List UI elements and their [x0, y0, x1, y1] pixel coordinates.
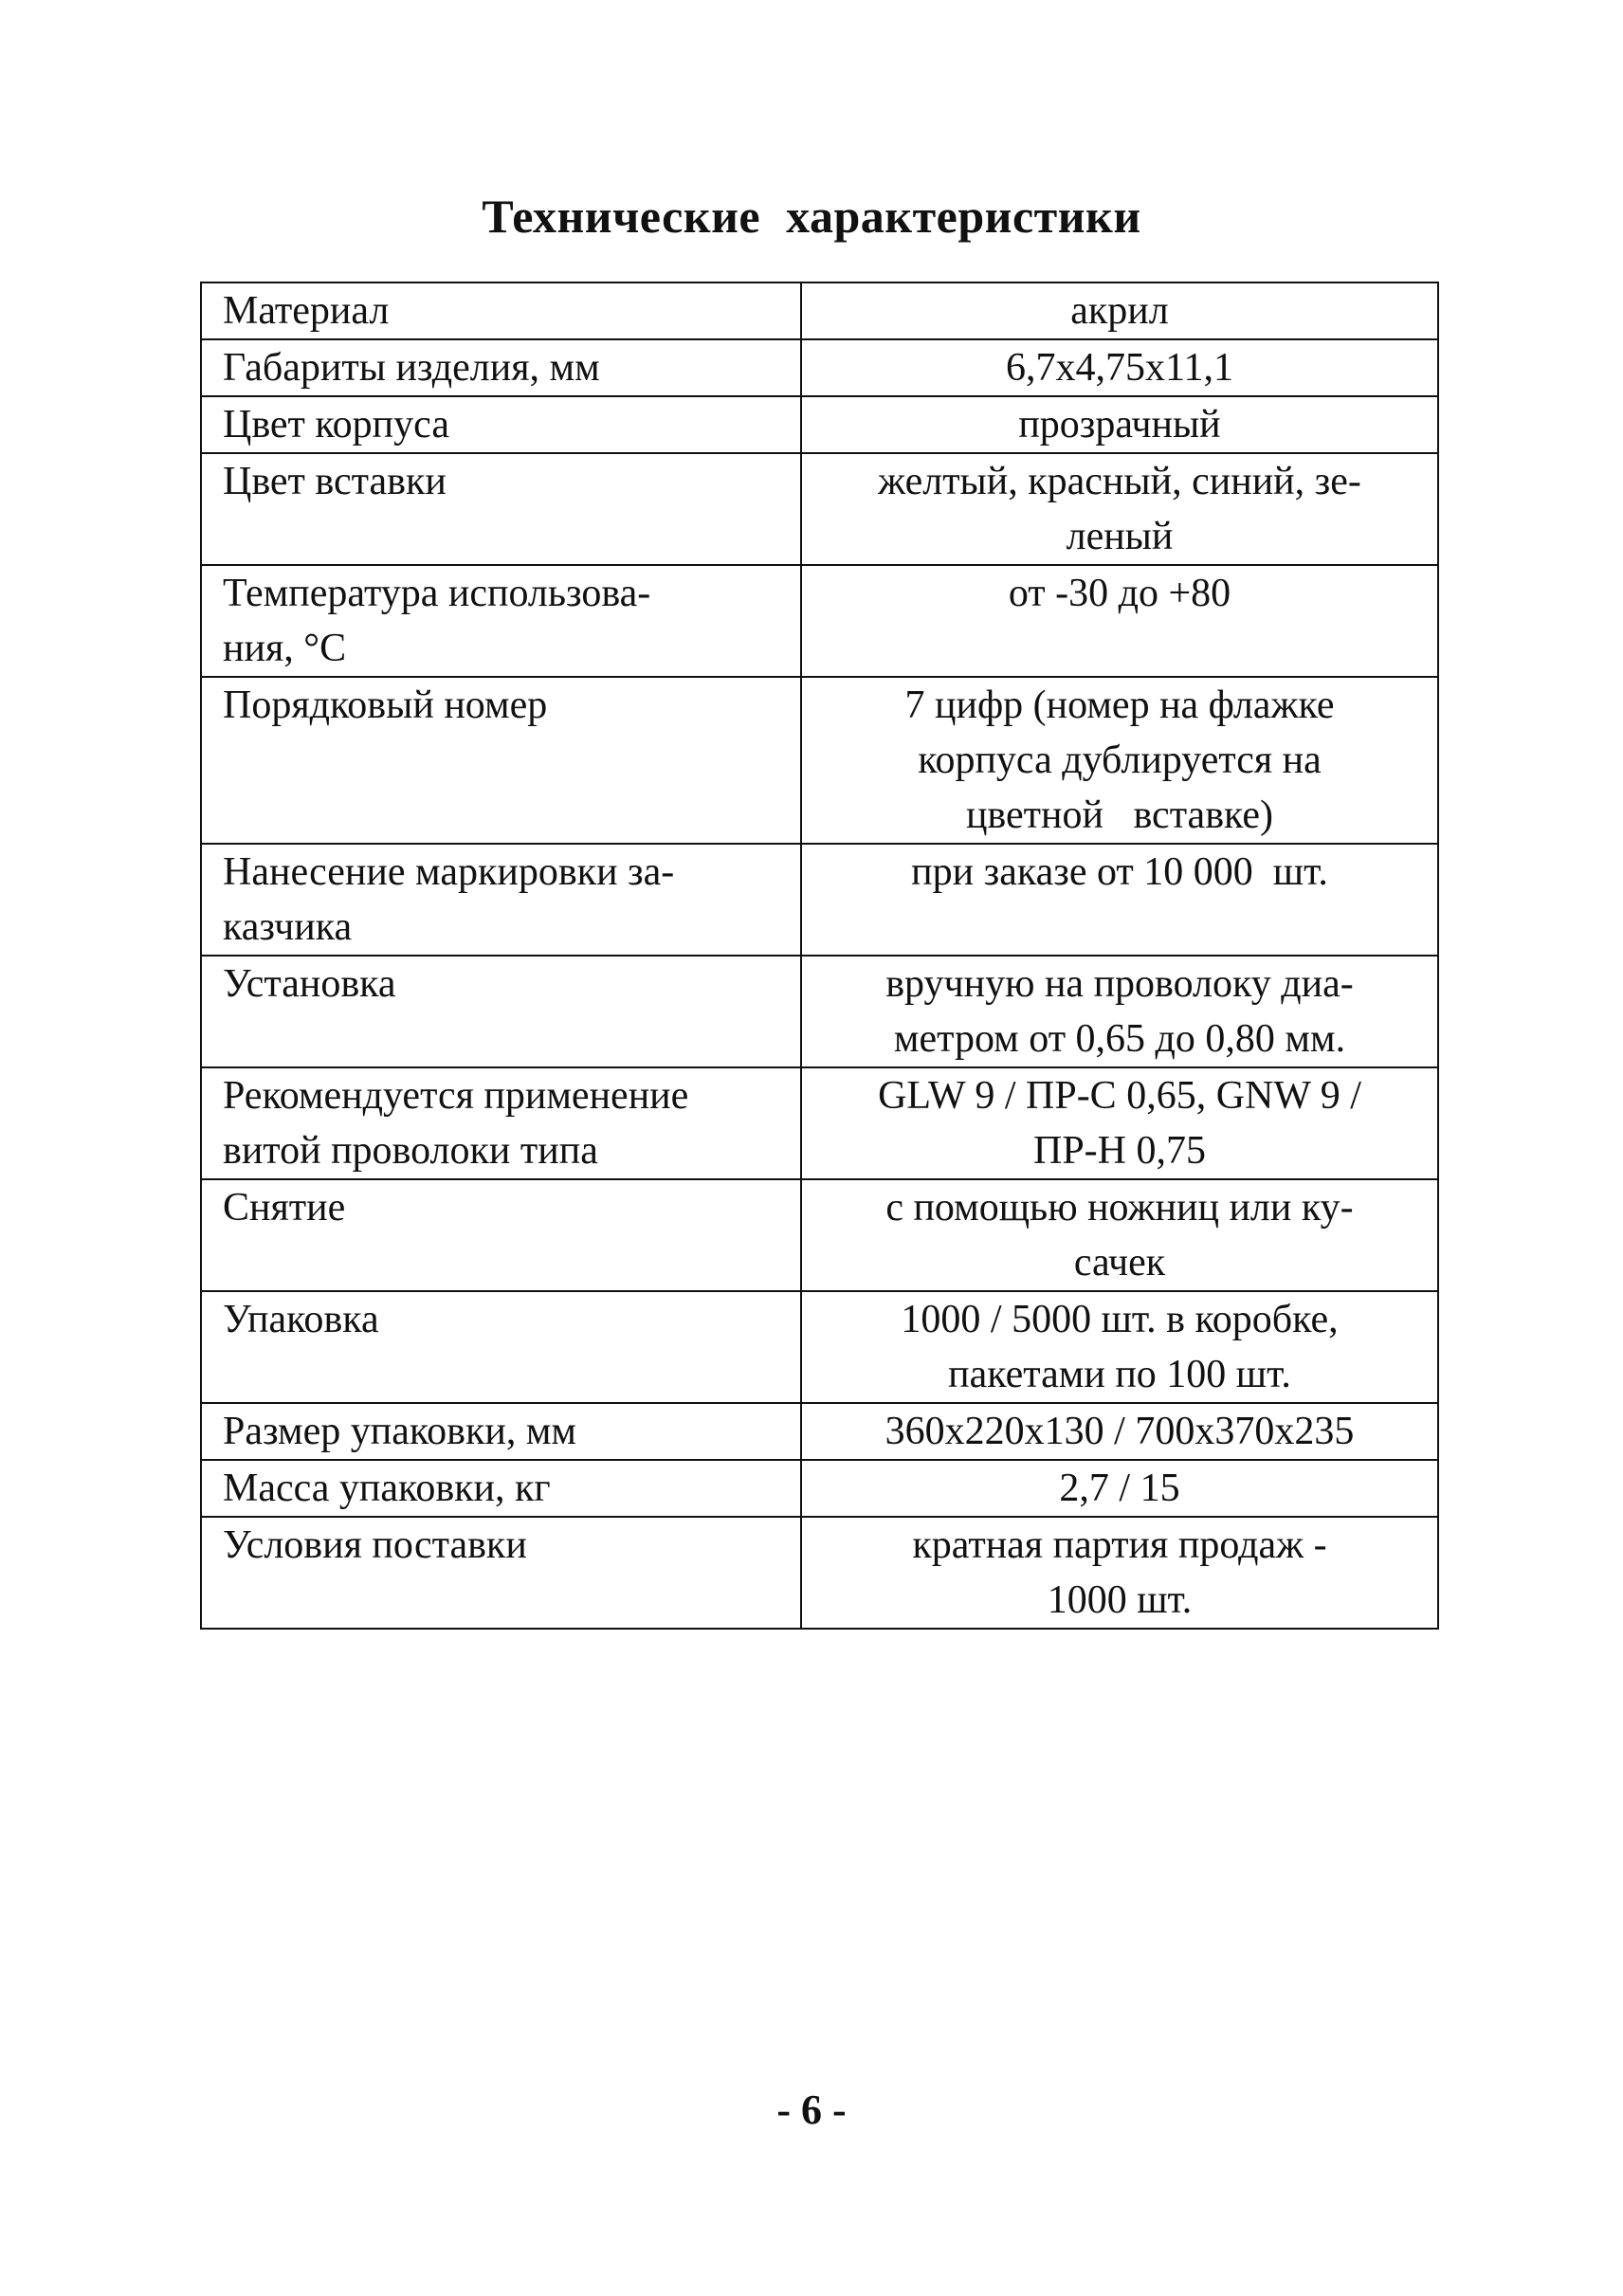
parameter-value-text: GLW 9 / ПР-С 0,65, GNW 9 / — [878, 1074, 1361, 1118]
parameter-name-cell — [201, 956, 801, 1067]
parameter-value-cell — [801, 1460, 1438, 1517]
page-title: Технические характеристики — [482, 190, 1141, 243]
parameter-value-cell — [801, 396, 1438, 453]
parameter-value-text: 1000 шт. — [1047, 1578, 1193, 1622]
table-row — [201, 844, 1438, 956]
parameter-name-cell — [201, 844, 801, 956]
parameter-value-cell — [801, 956, 1438, 1067]
parameter-value-cell — [801, 677, 1438, 844]
parameter-name-text: Условия поставки — [223, 1523, 527, 1567]
parameter-name-text: Порядковый номер — [223, 683, 548, 727]
parameter-name-cell — [201, 1067, 801, 1179]
parameter-name-text: Температура использова- — [223, 572, 651, 615]
parameter-name-text: Цвет корпуса — [223, 403, 449, 446]
parameter-value-text: леный — [1066, 515, 1174, 558]
parameter-value-cell — [801, 1403, 1438, 1460]
parameter-name-cell — [201, 396, 801, 453]
table-row — [201, 565, 1438, 677]
parameter-name-cell — [201, 1179, 801, 1291]
parameter-value-text: 1000 / 5000 шт. в коробке, — [901, 1298, 1339, 1341]
parameter-name-text: Габариты изделия, мм — [223, 346, 600, 390]
parameter-name-cell — [201, 677, 801, 844]
parameter-value-cell — [801, 1517, 1438, 1629]
parameter-value-text: 6,7х4,75х11,1 — [1006, 346, 1233, 390]
parameter-value-text: вручную на проволоку диа- — [885, 962, 1354, 1006]
parameter-name-cell — [201, 1517, 801, 1629]
table-row — [201, 956, 1438, 1067]
page-number: - 6 - — [776, 2086, 847, 2133]
parameter-value-text: прозрачный — [1018, 403, 1221, 446]
parameter-value-text: желтый, красный, синий, зе- — [878, 460, 1361, 503]
parameter-value-text: 360х220х130 / 700х370х235 — [884, 1410, 1355, 1453]
specifications-table — [200, 282, 1439, 1630]
parameter-name-text: Материал — [223, 289, 390, 333]
parameter-value-cell — [801, 1179, 1438, 1291]
table-row — [201, 1517, 1438, 1629]
parameter-value-text: метром от 0,65 до 0,80 мм. — [893, 1017, 1346, 1061]
parameter-value-text: ПР-Н 0,75 — [1032, 1129, 1206, 1173]
parameter-name-text: витой проволоки типа — [223, 1129, 598, 1173]
parameter-value-text: пакетами по 100 шт. — [948, 1353, 1291, 1396]
table-row — [201, 1179, 1438, 1291]
table-row — [201, 396, 1438, 453]
parameter-name-text: Упаковка — [223, 1298, 379, 1341]
table-row — [201, 1291, 1438, 1403]
parameter-name-cell — [201, 1403, 801, 1460]
table-row — [201, 453, 1438, 565]
parameter-value-text: кратная партия продаж - — [912, 1523, 1327, 1567]
table-row — [201, 339, 1438, 396]
parameter-name-text: Масса упаковки, кг — [223, 1467, 551, 1510]
parameter-value-text: акрил — [1070, 289, 1169, 333]
parameter-value-text: сачек — [1073, 1241, 1166, 1285]
parameter-value-text: с помощью ножниц или ку- — [885, 1186, 1354, 1230]
parameter-value-cell — [801, 844, 1438, 956]
parameter-name-cell — [201, 282, 801, 339]
parameter-name-cell — [201, 453, 801, 565]
table-row — [201, 1460, 1438, 1517]
parameter-name-text: Нанесение маркировки за- — [223, 850, 675, 894]
table-row — [201, 1403, 1438, 1460]
parameter-value-text: от -30 до +80 — [1008, 572, 1231, 615]
parameter-name-text: Установка — [223, 962, 396, 1006]
table-row — [201, 1067, 1438, 1179]
parameter-name-text: казчика — [223, 905, 353, 949]
parameter-value-text: при заказе от 10 000 шт. — [911, 850, 1328, 894]
parameter-value-text: цветной вставке) — [965, 793, 1274, 837]
parameter-name-text: Цвет вставки — [223, 460, 447, 503]
table-row — [201, 677, 1438, 844]
specifications-table-body — [201, 282, 1438, 1629]
parameter-name-cell — [201, 1291, 801, 1403]
parameter-name-cell — [201, 1460, 801, 1517]
parameter-value-cell — [801, 339, 1438, 396]
parameter-value-text: 2,7 / 15 — [1059, 1467, 1180, 1510]
parameter-name-text: Рекомендуется применение — [223, 1074, 689, 1118]
parameter-name-text: ния, °С — [223, 627, 347, 670]
table-row — [201, 282, 1438, 339]
parameter-value-cell — [801, 282, 1438, 339]
parameter-value-cell — [801, 565, 1438, 677]
parameter-value-cell — [801, 453, 1438, 565]
parameter-name-text: Размер упаковки, мм — [223, 1410, 576, 1453]
parameter-name-text: Снятие — [223, 1186, 346, 1230]
parameter-value-text: 7 цифр (номер на флажке — [904, 683, 1335, 727]
parameter-value-cell — [801, 1291, 1438, 1403]
parameter-name-cell — [201, 339, 801, 396]
parameter-value-text: корпуса дублируется на — [918, 738, 1322, 782]
parameter-name-cell — [201, 565, 801, 677]
parameter-value-cell — [801, 1067, 1438, 1179]
